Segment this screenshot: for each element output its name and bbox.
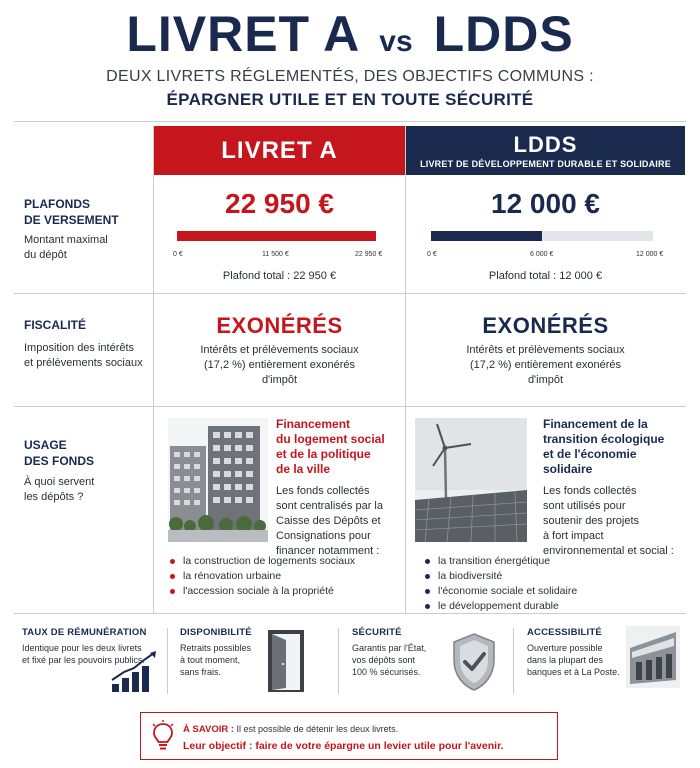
feature-divider <box>338 628 339 694</box>
info-label: À SAVOIR : <box>183 724 235 735</box>
desc-line: soutenir des projets <box>543 515 639 527</box>
row-divider-1 <box>14 293 686 294</box>
feature-title: SÉCURITÉ <box>352 627 402 638</box>
info-box <box>140 712 558 760</box>
row-desc-line1: À quoi servent <box>24 476 95 488</box>
bullet-icon <box>425 574 430 579</box>
desc-line: Ouverture possible <box>527 643 603 653</box>
desc-line: Retraits possibles <box>180 643 252 653</box>
tick-label: 0 € <box>173 251 183 258</box>
row-desc-line2: les dépôts ? <box>24 491 84 503</box>
table-top-divider <box>14 121 686 122</box>
feature-title: TAUX DE RÉMUNÉRATION <box>22 627 147 638</box>
desc-line: sans frais. <box>180 667 222 677</box>
desc-line: sont centralisés par la <box>276 500 383 512</box>
desc-line: sont utilisés pour <box>543 500 626 512</box>
desc-line: financer notamment : <box>276 545 380 557</box>
fiscalite-title-livret-a: EXONÉRÉS <box>216 313 343 338</box>
bullet-icon <box>170 574 175 579</box>
title-vs: vs <box>379 25 413 58</box>
feature-accessibilite <box>527 627 637 678</box>
progress-bar-livret-a <box>177 231 376 241</box>
title-livret-a: LIVRET A <box>126 6 359 62</box>
row-divider-3 <box>14 613 686 614</box>
desc-line: vos dépôts sont <box>352 655 416 665</box>
desc-line: 100 % sécurisés. <box>352 667 421 677</box>
list-item <box>425 569 577 584</box>
bullet-icon <box>170 589 175 594</box>
info-text: Il est possible de détenir les deux livrets. <box>234 724 399 734</box>
desc-line: d'impôt <box>261 374 298 386</box>
fiscalite-title-ldds: EXONÉRÉS <box>482 313 609 338</box>
feature-securite <box>352 627 452 678</box>
tick-label: 22 950 € <box>355 251 383 258</box>
list-item-text: la biodiversité <box>438 570 503 582</box>
list-item <box>170 569 355 584</box>
title-line: solidaire <box>543 462 593 476</box>
feature-desc <box>352 642 452 678</box>
row-divider-2 <box>14 406 686 407</box>
row-title-line1: PLAFONDS <box>24 197 90 211</box>
feature-divider <box>167 628 168 694</box>
tick-label: 0 € <box>427 251 437 258</box>
bullet-icon <box>425 559 430 564</box>
list-item-text: la rénovation urbaine <box>183 570 282 582</box>
desc-line: Les fonds collectés <box>276 485 370 497</box>
row-title-line2: DE VERSEMENT <box>24 213 119 227</box>
feature-desc <box>527 642 637 678</box>
shield-check-icon <box>450 632 498 692</box>
growth-chart-icon <box>110 650 160 694</box>
desc-line: et fixé par les pouvoirs publics. <box>22 655 146 665</box>
list-item-text: le développement durable <box>438 600 559 612</box>
usage-list-ldds <box>425 554 577 614</box>
list-item <box>425 599 577 614</box>
amount-livret-a: 22 950 € <box>225 188 334 219</box>
list-item-text: la transition énergétique <box>438 555 551 567</box>
list-item-text: la construction de logements sociaux <box>183 555 356 567</box>
list-item <box>425 584 577 599</box>
list-item <box>170 554 355 569</box>
usage-list-livret-a <box>170 554 355 599</box>
info-line1 <box>183 724 398 735</box>
title-line: et de l'économie <box>543 447 637 461</box>
usage-title-livret-a <box>276 417 385 477</box>
row-title-line1: USAGE <box>24 438 67 452</box>
open-door-icon <box>264 628 308 694</box>
title-line: du logement social <box>276 432 385 446</box>
list-item <box>425 554 577 569</box>
info-objective: Leur objectif : faire de votre épargne un levier utile pour l'avenir. <box>183 740 504 752</box>
title-line: transition écologique <box>543 432 665 446</box>
wind-turbine-solar-image <box>415 418 527 542</box>
subtitle-line1: DEUX LIVRETS RÉGLEMENTÉS, DES OBJECTIFS COMMUNS : <box>106 68 594 85</box>
desc-line: environnemental et social : <box>543 545 674 557</box>
row-label-usage <box>24 437 149 505</box>
desc-line: Caisse des Dépôts et <box>276 515 381 527</box>
plafond-total-livret-a: Plafond total : 22 950 € <box>222 270 337 282</box>
page-title <box>0 4 700 72</box>
desc-line: d'impôt <box>527 374 564 386</box>
bank-building-icon <box>626 626 680 688</box>
lightbulb-icon <box>151 720 175 752</box>
usage-desc-livret-a <box>276 484 383 559</box>
column-title-livret-a: LIVRET A <box>221 137 338 164</box>
column-title-ldds: LDDS <box>513 132 578 157</box>
progress-bar-ldds <box>431 231 653 241</box>
desc-line: Identique pour les deux livrets <box>22 643 142 653</box>
tick-label: 12 000 € <box>636 251 664 258</box>
desc-line: banques et à La Poste. <box>527 667 620 677</box>
tick-label: 6 000 € <box>530 251 554 258</box>
title-line: Financement <box>276 417 351 431</box>
plafond-total-ldds: Plafond total : 12 000 € <box>488 270 603 282</box>
usage-title-ldds <box>543 417 664 477</box>
title-line: Financement de la <box>543 417 648 431</box>
title-ldds: LDDS <box>433 6 574 62</box>
desc-line: (17,2 %) entièrement exonérés <box>203 359 356 371</box>
desc-line: Consignations pour <box>276 530 371 542</box>
social-housing-building-image <box>168 418 268 542</box>
row-desc-line2: du dépôt <box>24 249 67 261</box>
list-item-text: l'économie sociale et solidaire <box>438 585 578 597</box>
desc-line: à fort impact <box>543 530 604 542</box>
desc-line: Les fonds collectés <box>543 485 637 497</box>
title-line: et de la politique <box>276 447 371 461</box>
progress-fill-ldds <box>431 231 542 241</box>
usage-desc-ldds <box>543 484 674 559</box>
tick-label: 11 500 € <box>262 251 289 258</box>
row-desc-line2: et prélèvements sociaux <box>24 357 143 369</box>
row-label-fiscalite <box>24 317 149 371</box>
row-title: FISCALITÉ <box>24 318 86 332</box>
desc-line: (17,2 %) entièrement exonérés <box>469 359 622 371</box>
column-header-livret-a <box>154 126 405 175</box>
progress-fill-livret-a <box>177 231 376 241</box>
subtitle-line2: ÉPARGNER UTILE ET EN TOUTE SÉCURITÉ <box>166 90 534 109</box>
desc-line: Garantis par l'État, <box>352 643 427 653</box>
row-label-plafonds <box>24 196 149 263</box>
bullet-icon <box>425 604 430 609</box>
desc-line: Intérêts et prélèvements sociaux <box>466 344 625 356</box>
amount-ldds: 12 000 € <box>491 188 600 219</box>
column-header-ldds <box>406 126 685 175</box>
feature-title: DISPONIBILITÉ <box>180 627 252 638</box>
row-desc-line1: Montant maximal <box>24 234 108 246</box>
bullet-icon <box>425 589 430 594</box>
desc-line: dans la plupart des <box>527 655 604 665</box>
fiscalite-desc-livret-a <box>154 343 405 388</box>
row-title-line2: DES FONDS <box>24 454 95 468</box>
row-desc-line1: Imposition des intérêts <box>24 342 135 354</box>
feature-title: ACCESSIBILITÉ <box>527 627 602 638</box>
bullet-icon <box>170 559 175 564</box>
desc-line: Intérêts et prélèvements sociaux <box>200 344 359 356</box>
list-item-text: l'accession sociale à la propriété <box>183 585 334 597</box>
feature-divider <box>513 628 514 694</box>
title-line: de la ville <box>276 462 331 476</box>
fiscalite-desc-ldds <box>406 343 685 388</box>
list-item <box>170 584 355 599</box>
column-subtitle-ldds: LIVRET DE DÉVELOPPEMENT DURABLE ET SOLIDAIRE <box>420 159 671 169</box>
desc-line: à tout moment, <box>180 655 241 665</box>
